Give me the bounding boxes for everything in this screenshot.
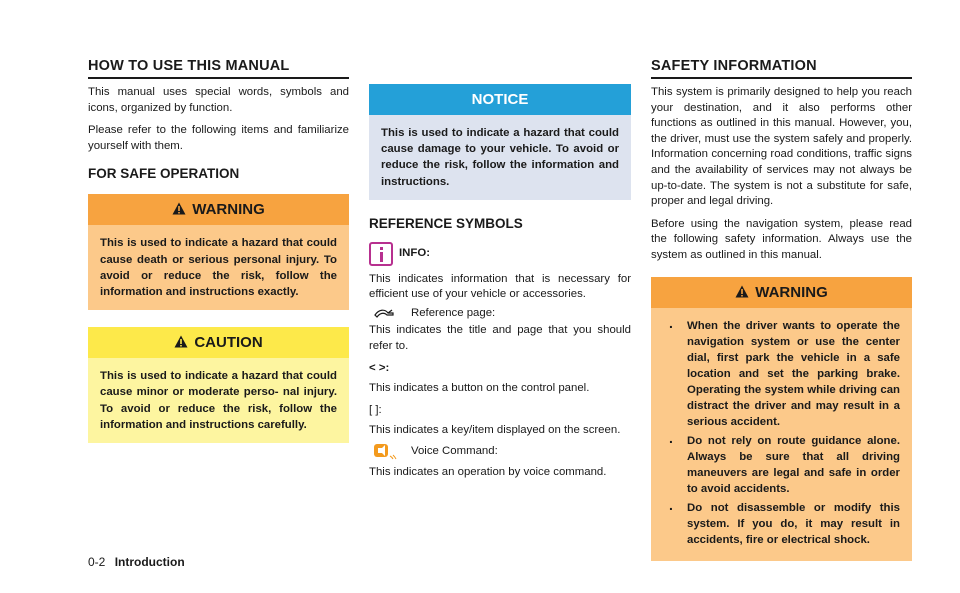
info-icon (369, 242, 393, 266)
list-item: . When the driver wants to operate the navigation system or use the center dial, first park the vehicle in a safe location and set the parking brake. Operating the system while driving can distract the driver and may result in a serious accident. (663, 318, 900, 430)
caution-text: This is used to indicate a hazard that could cause minor or moderate perso- nal injury. To avoid or reduce the risk, follow the information and instructions carefully. (100, 370, 337, 431)
info-symbol-row (369, 242, 631, 266)
caution-box (88, 327, 349, 443)
middle-column (369, 84, 631, 487)
warning-box (88, 194, 349, 310)
voice-command-row (369, 442, 631, 462)
page-footer (88, 555, 185, 569)
notice-box (369, 84, 631, 200)
reference-page-icon (373, 306, 397, 322)
square-bracket-label: [ ]: (369, 404, 382, 417)
intro-paragraph-1: This manual uses special words, symbols and icons, organized by function. (88, 86, 349, 114)
warning-triangle-icon (735, 285, 749, 298)
safety-warning-title: WARNING (755, 283, 828, 301)
safety-information-heading: SAFETY INFORMATION (651, 58, 912, 79)
left-column (88, 58, 349, 443)
intro-paragraph-2: Please refer to the following items and familiarize yourself with them. (88, 124, 349, 152)
info-label: INFO: (399, 247, 431, 260)
how-to-use-heading: HOW TO USE THIS MANUAL (88, 58, 349, 79)
angle-bracket-description: This indicates a button on the control panel. (369, 381, 590, 394)
info-description: This indicates information that is necessary for efficient use of your vehicle or accessories. (369, 272, 631, 301)
reference-page-row (369, 306, 631, 322)
voice-command-label: Voice Command: (411, 444, 498, 457)
warning-triangle-icon (174, 335, 188, 348)
safe-operation-heading: FOR SAFE OPERATION (88, 166, 240, 182)
warning-triangle-icon (172, 202, 186, 215)
safety-warning-list (663, 318, 900, 548)
list-item: . Do not rely on route guidance alone. Always be sure that all driving maneuvers are legal and safe in order to avoid accidents. (663, 433, 900, 497)
safety-paragraph-1: This system is primarily designed to help you reach your destination, and it also performs other functions as outlined in this manual. However, you, the driver, must use the system safely and properly. Information concerning road conditions, traffic signs and the availability of services may not always be up-to-date. The system is not a substitute for safe, proper and legal driving. (651, 86, 912, 208)
list-item: . Do not disassemble or modify this system. If you do, it may result in accidents, fire or electrical shock. (663, 500, 900, 548)
caution-title: CAUTION (194, 334, 263, 352)
reference-page-description: This indicates the title and page that you should refer to. (369, 324, 631, 352)
reference-page-label: Reference page: (411, 307, 496, 320)
voice-command-icon (373, 442, 399, 462)
warning-text: This is used to indicate a hazard that could cause death or serious personal injury. To avoid or reduce the risk, follow the information and instructions exactly. (100, 237, 337, 298)
notice-title: NOTICE (369, 84, 631, 115)
reference-symbols-heading: REFERENCE SYMBOLS (369, 215, 523, 231)
section-name: Introduction (114, 555, 185, 569)
square-bracket-description: This indicates a key/item displayed on the screen. (369, 423, 621, 436)
safety-warning-box (651, 277, 912, 561)
warning-title: WARNING (192, 201, 265, 219)
angle-bracket-label: < >: (369, 362, 390, 375)
right-column (651, 58, 912, 561)
page-number: 0-2 (88, 555, 106, 569)
voice-command-description: This indicates an operation by voice command. (369, 465, 607, 478)
notice-text: This is used to indicate a hazard that could cause damage to your vehicle. To avoid or reduce the risk, follow the information and instructions. (381, 127, 619, 188)
safety-paragraph-2: Before using the navigation system, please read the following safety information. Always use the system as outlined in this manual. (651, 217, 912, 261)
